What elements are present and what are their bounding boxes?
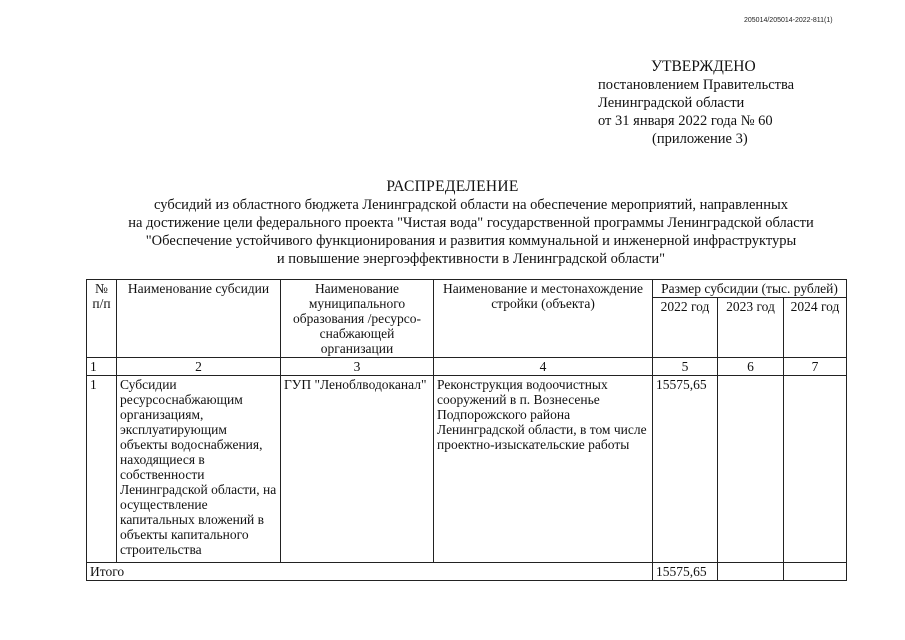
row-subsidy-name: Субсидии ресурсоснабжающим организациям, эксплуатирующим объекты водоснабжения, находящиеся в собственности Ленинградской области, на осуществление капитальных вложений в объекты капитального строительства [117,376,281,563]
column-number-row [87,358,847,376]
header-num: № п/п [87,280,117,358]
subtitle-line: субсидий из областного бюджета Ленинградской области на обеспечение мероприятий, направленных [154,197,788,213]
approval-line: от 31 января 2022 года № 60 [598,113,773,129]
approval-block [598,58,838,148]
approval-heading: УТВЕРЖДЕНО [651,58,756,75]
subtitle-line: на достижение цели федерального проекта "Чистая вода" государственной программы Ленинградской области [128,215,814,231]
row-amount-2023 [718,376,784,563]
column-number: 6 [718,358,784,376]
total-amount-2024 [784,563,847,581]
column-number: 2 [117,358,281,376]
column-number: 3 [281,358,434,376]
document-title: РАСПРЕДЕЛЕНИЕ [386,178,519,195]
subsidy-table [86,279,847,581]
total-row [87,563,847,581]
row-object: Реконструкция водоочистных сооружений в п. Вознесенье Подпорожского района Ленинградской области, в том числе проектно-изыскательские работы [434,376,653,563]
total-amount-2023 [718,563,784,581]
column-number: 4 [434,358,653,376]
row-amount-2024 [784,376,847,563]
row-municipality: ГУП "Леноблводоканал" [281,376,434,563]
document-subtitle [86,196,856,268]
approval-line: Ленинградской области [598,95,745,111]
approval-appendix: (приложение 3) [652,131,748,147]
header-year-2024: 2024 год [784,298,847,358]
header-year-2023: 2023 год [718,298,784,358]
column-number: 5 [653,358,718,376]
header-year-2022: 2022 год [653,298,718,358]
subtitle-line: и повышение энергоэффективности в Ленинградской области" [276,251,666,267]
table-row [87,376,847,563]
header-amount-group: Размер субсидии (тыс. рублей) [653,280,847,298]
document-id: 205014/205014-2022-811(1) [744,17,833,24]
total-amount-2022: 15575,65 [653,563,718,581]
column-number: 1 [87,358,117,376]
header-subsidy-name: Наименование субсидии [117,280,281,358]
column-number: 7 [784,358,847,376]
row-num: 1 [87,376,117,563]
total-label: Итого [87,563,653,581]
row-amount-2022: 15575,65 [653,376,718,563]
header-row [87,280,847,298]
subtitle-line: "Обеспечение устойчивого функционирования и развития коммунальной и инженерной инфраструктуры [145,233,797,249]
header-municipality: Наименование муниципального образования /ресурсо-снабжающей организации [281,280,434,358]
approval-line: постановлением Правительства [598,77,795,93]
header-object: Наименование и местонахождение стройки (объекта) [434,280,653,358]
